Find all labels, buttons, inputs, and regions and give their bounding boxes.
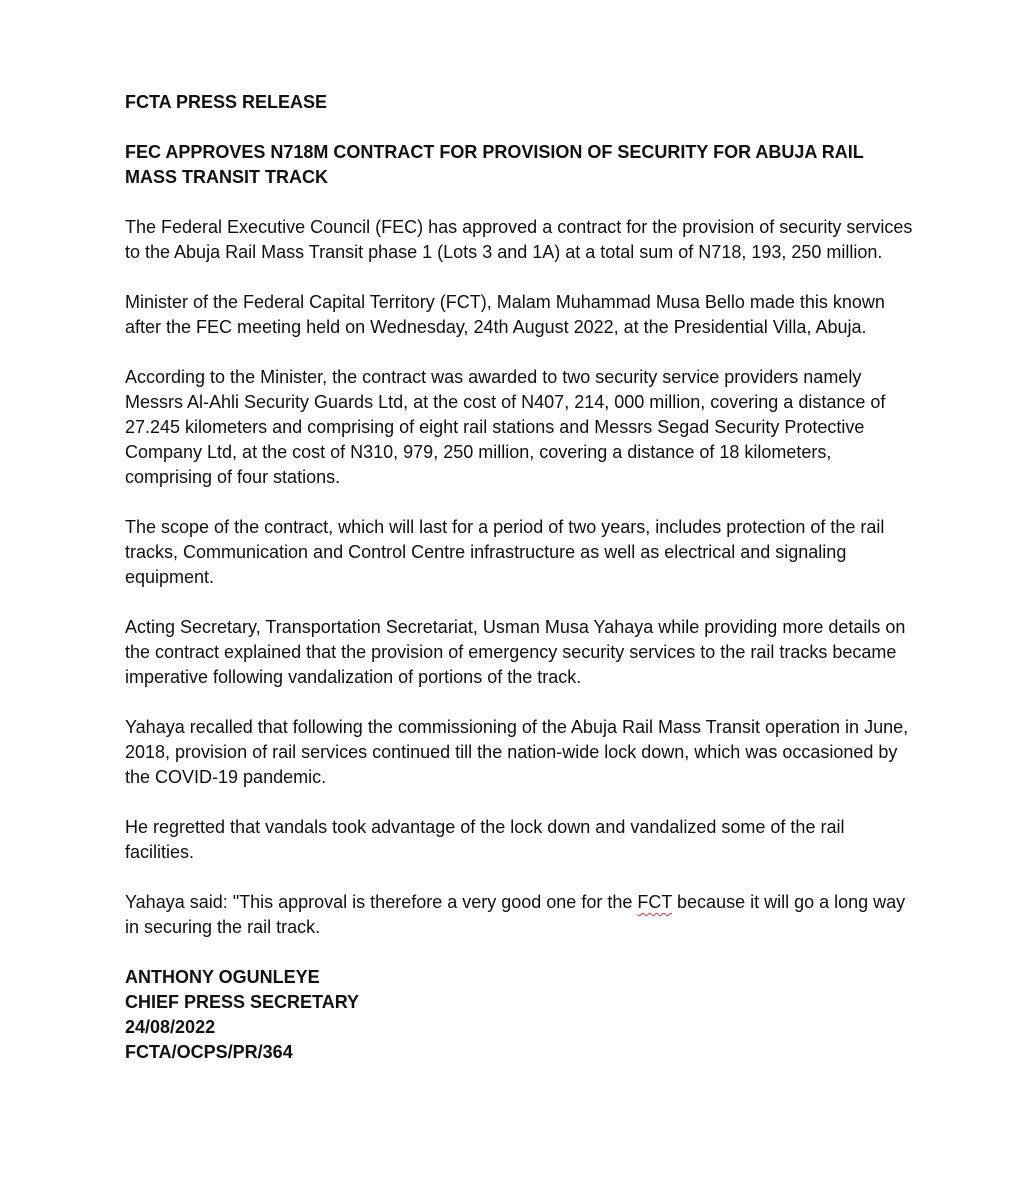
paragraph-8-start: Yahaya said: "This approval is therefore a very good one for the [125,892,638,912]
paragraph-5: Acting Secretary, Transportation Secretariat, Usman Musa Yahaya while providing more details on the contract explained that the provision of emergency security services to the rail tracks became imperative following vandalization of portions of the track. [125,617,906,687]
reference-number: FCTA/OCPS/PR/364 [125,1042,293,1062]
paragraph-8-end: because it will go a long way in securing the rail track. [125,892,906,937]
signatory-title: CHIEF PRESS SECRETARY [125,992,360,1012]
paragraph-2: Minister of the Federal Capital Territory (FCT), Malam Muhammad Musa Bello made this known after the FEC meeting held on Wednesday, 24th August 2022, at the Presidential Villa, Abuja. [125,292,885,337]
paragraph-8 [125,890,915,940]
document-label: FCTA PRESS RELEASE [125,92,328,112]
release-date: 24/08/2022 [125,1017,216,1037]
paragraph-1: The Federal Executive Council (FEC) has approved a contract for the provision of security services to the Abuja Rail Mass Transit phase 1 (Lots 3 and 1A) at a total sum of N718, 193, 250 million. [125,217,913,262]
paragraph-7: He regretted that vandals took advantage of the lock down and vandalized some of the rail facilities. [125,817,845,862]
spellcheck-flagged-word[interactable]: FCT [637,892,673,912]
signatory-name: ANTHONY OGUNLEYE [125,967,320,987]
signature-block [125,965,915,1065]
paragraph-3: According to the Minister, the contract was awarded to two security service providers namely Messrs Al-Ahli Security Guards Ltd, at the cost of N407, 214, 000 million, covering a distance of 27.245 kilometers and comprising of eight rail stations and Messrs Segad Security Protective Company Ltd, at the cost of N310, 979, 250 million, covering a distance of 18 kilometers, comprising of four stations. [125,367,886,487]
paragraph-6: Yahaya recalled that following the commissioning of the Abuja Rail Mass Transit operation in June, 2018, provision of rail services continued till the nation-wide lock down, which was occasioned by the COVID-19 pandemic. [125,717,909,787]
press-release-document [125,90,915,1065]
paragraph-4: The scope of the contract, which will last for a period of two years, includes protection of the rail tracks, Communication and Control Centre infrastructure as well as electrical and signaling equipment. [125,517,885,587]
headline: FEC APPROVES N718M CONTRACT FOR PROVISION OF SECURITY FOR ABUJA RAIL MASS TRANSIT TRACK [125,142,864,187]
